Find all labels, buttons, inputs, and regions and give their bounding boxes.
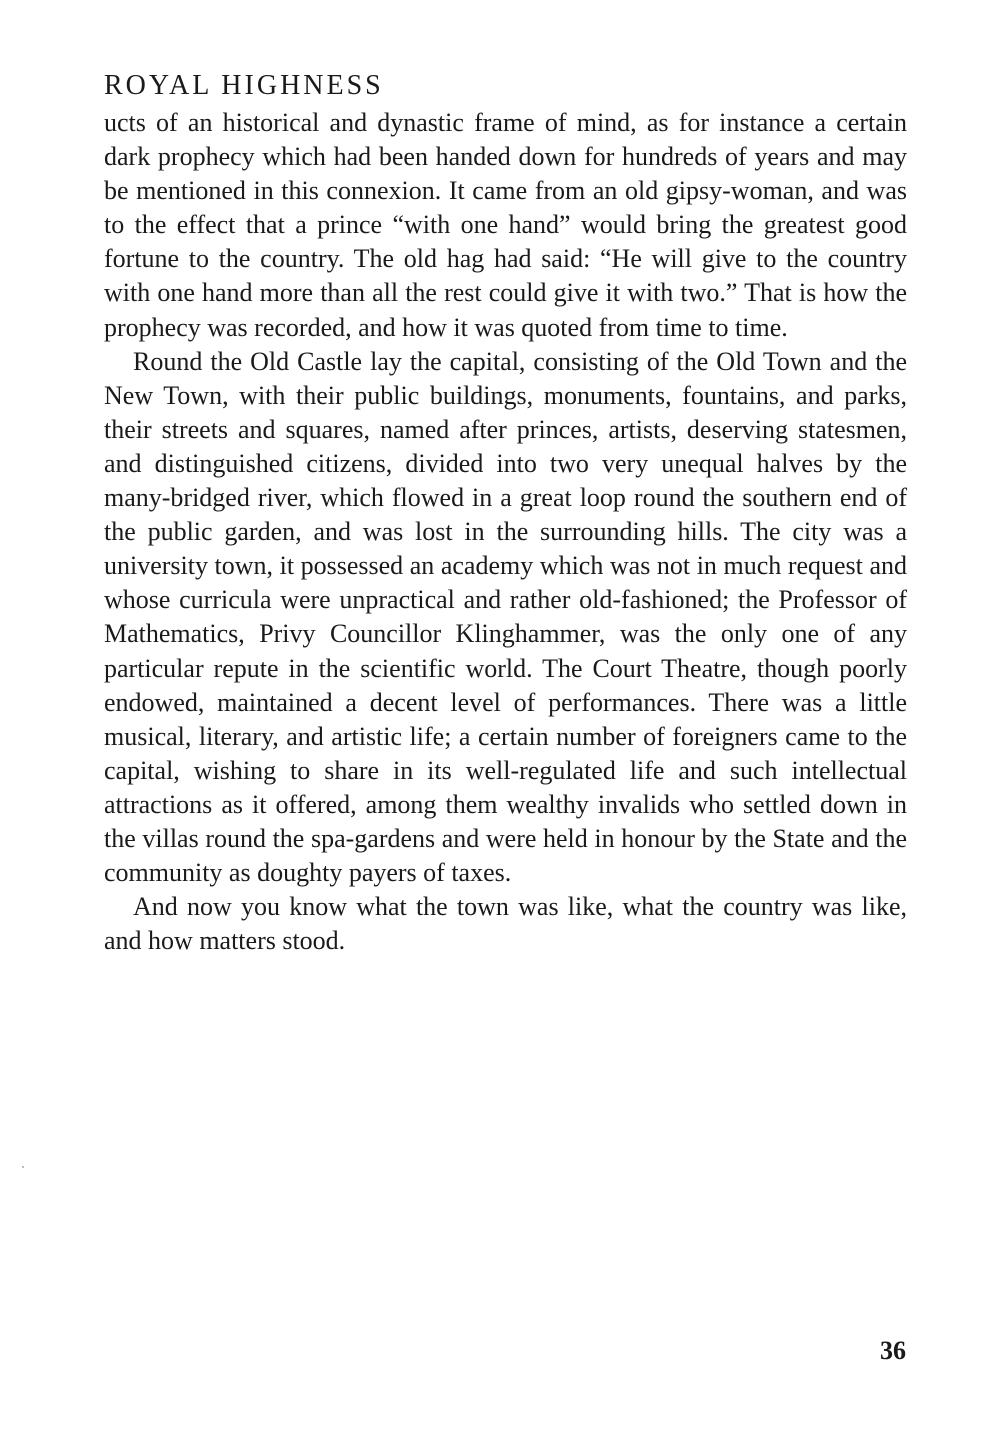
paragraph-continued: ucts of an historical and dynastic frame of mind, as for instance a certain dark prophecy which had been handed down for hundreds of years and may be mentioned in this connexion. It came from an old gipsy-woman, and was to the effect that a prince “with one hand” would bring the greatest good fortune to the country. The old hag had said: “He will give to the country with one hand more than all the rest could give it with two.” That is how the prophecy was recorded, and how it was quoted from time to time. <box>104 108 907 342</box>
paragraph-capital-description: Round the Old Castle lay the capital, consisting of the Old Town and the New Town, with their public buildings, monuments, fountains, and parks, their streets and squares, named after princes, artists, deserving statesmen, and distinguished citizens, divided into two very unequal halves by the many-bridged river, which flowed in a great loop round the southern end of the public garden, and was lost in the surrounding hills. The city was a university town, it possessed an academy which was not in much request and whose curricula were unpractical and rather old-fashioned; the Professor of Mathematics, Privy Councillor Klinghammer, was the only one of any particular repute in the scientific world. The Court Theatre, though poorly endowed, maintained a decent level of performances. There was a little musical, literary, and artistic life; a certain number of foreigners came to the capital, wishing to share in its well-regulated life and such intellectual attractions as it offered, among them wealthy invalids who settled down in the villas round the spa-gardens and were held in honour by the State and the community as doughty payers of taxes. <box>104 346 907 888</box>
body-text <box>104 106 907 958</box>
margin-speck <box>22 1166 24 1168</box>
page-number: 36 <box>880 1336 906 1365</box>
running-title: ROYAL HIGHNESS <box>104 70 384 101</box>
paragraph-conclusion: And now you know what the town was like, what the country was like, and how matters stood. <box>104 892 907 956</box>
page-content <box>104 66 907 958</box>
